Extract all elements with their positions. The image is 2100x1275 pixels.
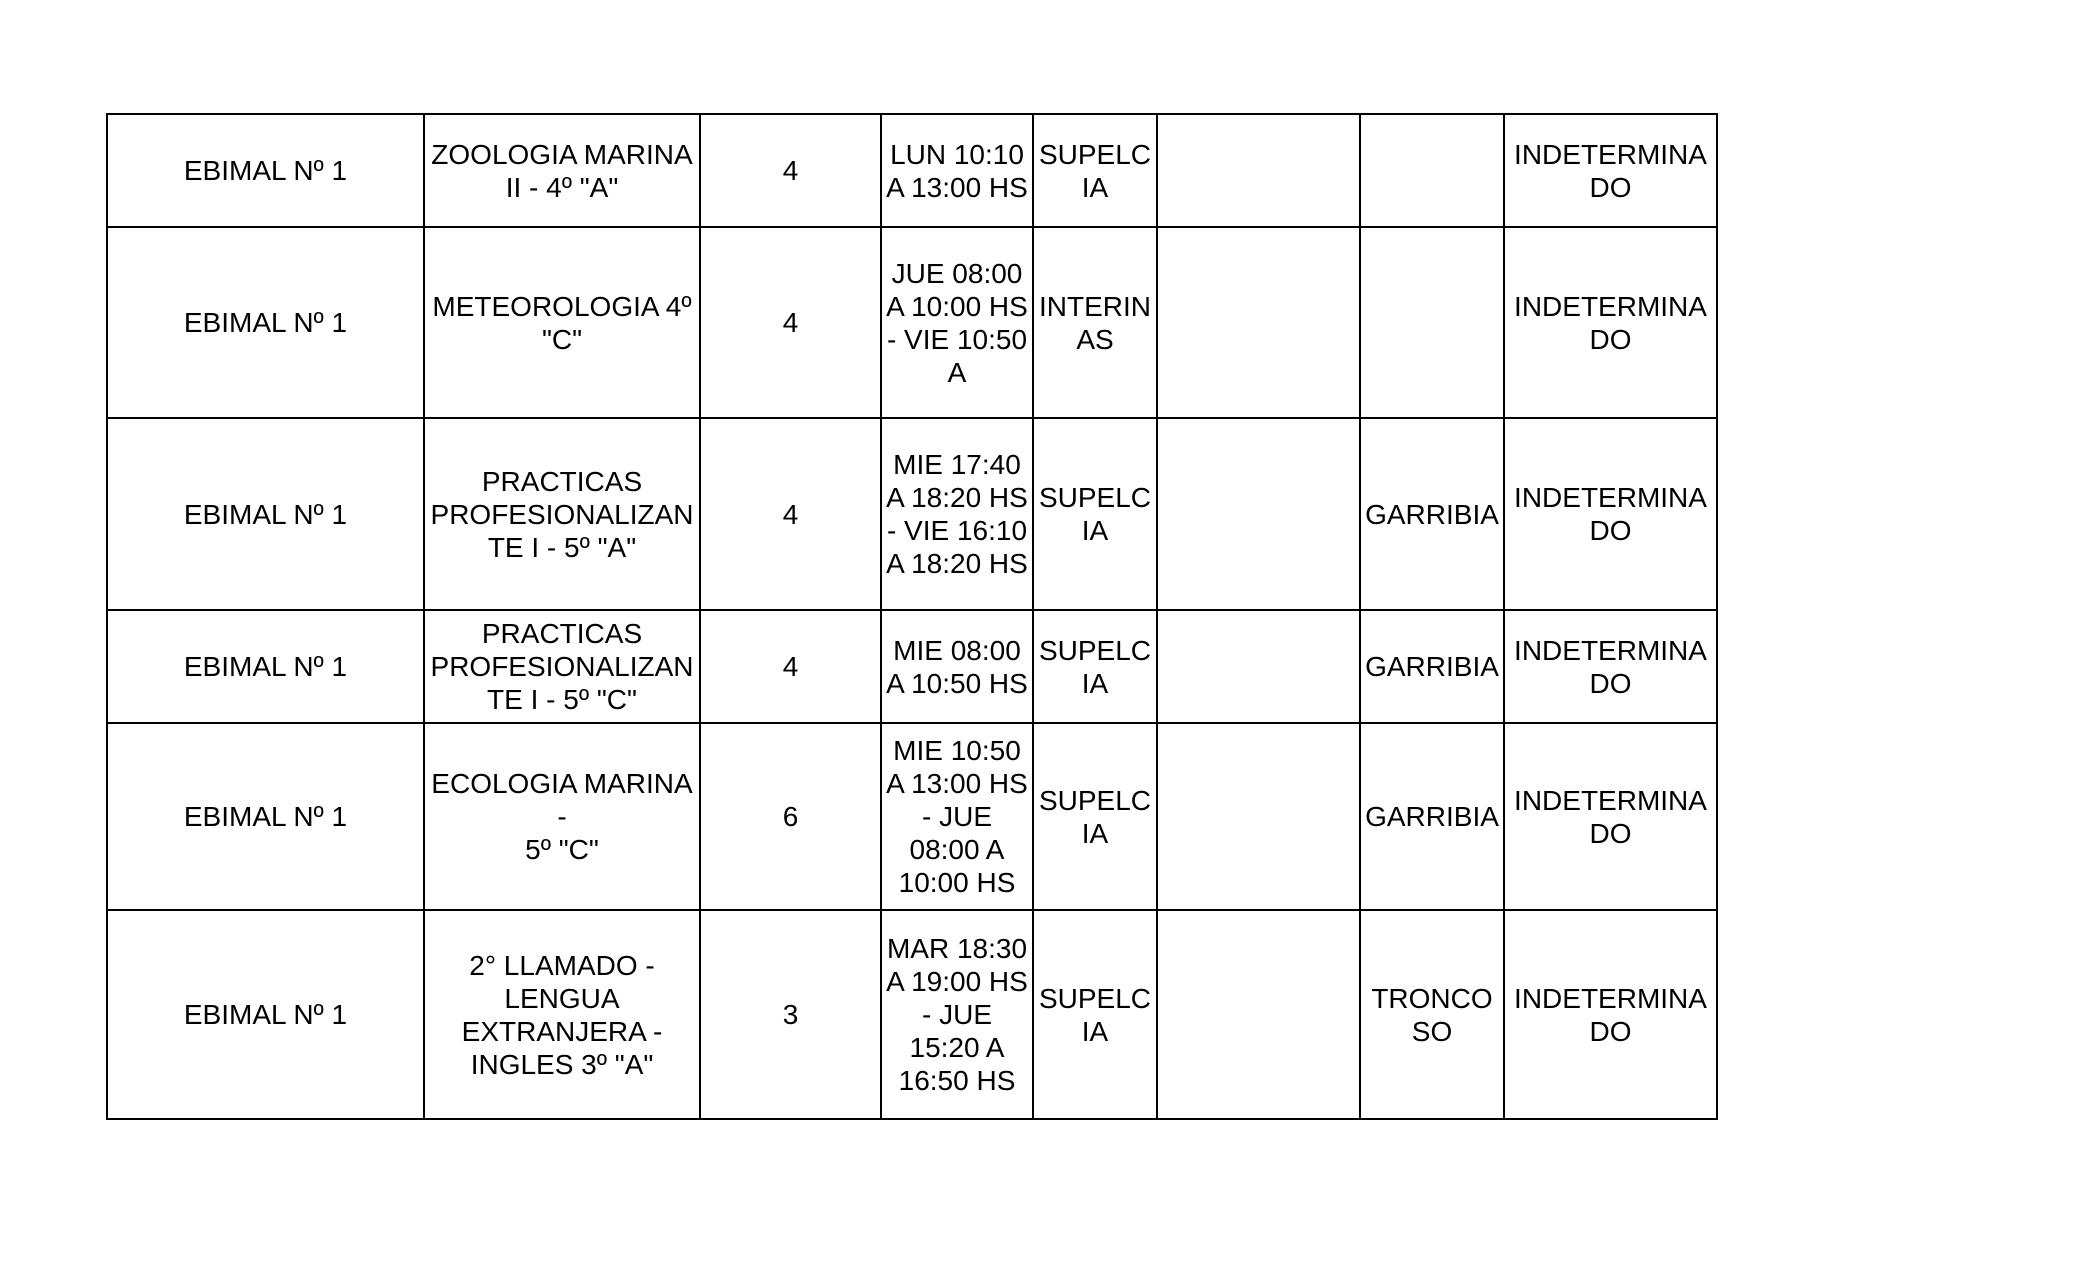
schedule-cell: MIE 10:50 A 13:00 HS - JUE 08:00 A 10:00 HS [881, 723, 1033, 910]
school-cell: EBIMAL Nº 1 [107, 723, 424, 910]
table-row [107, 418, 1717, 610]
hours-cell: 4 [700, 114, 881, 227]
hours-cell: 4 [700, 227, 881, 418]
term-cell: INDETERMINA DO [1504, 723, 1717, 910]
subject-cell: 2° LLAMADO - LENGUA EXTRANJERA - INGLES 3º "A" [424, 910, 700, 1119]
teacher-cell: GARRIBIA [1360, 723, 1504, 910]
table-row [107, 227, 1717, 418]
term-cell: INDETERMINA DO [1504, 114, 1717, 227]
subject-cell: PRACTICAS PROFESIONALIZAN TE I - 5º "C" [424, 610, 700, 723]
hours-cell: 6 [700, 723, 881, 910]
schedule-cell: MIE 17:40 A 18:20 HS - VIE 16:10 A 18:20 HS [881, 418, 1033, 610]
status-cell: INTERIN AS [1033, 227, 1157, 418]
status-cell: SUPELC IA [1033, 910, 1157, 1119]
table-row [107, 910, 1717, 1119]
schedule-cell: MIE 08:00 A 10:50 HS [881, 610, 1033, 723]
schedule-cell: JUE 08:00 A 10:00 HS - VIE 10:50 A [881, 227, 1033, 418]
term-cell: INDETERMINA DO [1504, 418, 1717, 610]
empty-cell [1157, 114, 1360, 227]
subject-cell: PRACTICAS PROFESIONALIZAN TE I - 5º "A" [424, 418, 700, 610]
table-row [107, 114, 1717, 227]
teacher-cell: GARRIBIA [1360, 418, 1504, 610]
subject-cell: METEOROLOGIA 4º "C" [424, 227, 700, 418]
school-cell: EBIMAL Nº 1 [107, 114, 424, 227]
hours-cell: 4 [700, 418, 881, 610]
table-row [107, 610, 1717, 723]
teacher-cell [1360, 114, 1504, 227]
subject-cell: ZOOLOGIA MARINA II - 4º "A" [424, 114, 700, 227]
assignments-table [106, 113, 1718, 1120]
empty-cell [1157, 910, 1360, 1119]
empty-cell [1157, 227, 1360, 418]
hours-cell: 4 [700, 610, 881, 723]
schedule-cell: LUN 10:10 A 13:00 HS [881, 114, 1033, 227]
term-cell: INDETERMINA DO [1504, 227, 1717, 418]
table-row [107, 723, 1717, 910]
hours-cell: 3 [700, 910, 881, 1119]
term-cell: INDETERMINA DO [1504, 910, 1717, 1119]
status-cell: SUPELC IA [1033, 723, 1157, 910]
empty-cell [1157, 723, 1360, 910]
school-cell: EBIMAL Nº 1 [107, 910, 424, 1119]
teacher-cell [1360, 227, 1504, 418]
school-cell: EBIMAL Nº 1 [107, 418, 424, 610]
term-cell: INDETERMINA DO [1504, 610, 1717, 723]
status-cell: SUPELC IA [1033, 610, 1157, 723]
teacher-cell: TRONCO SO [1360, 910, 1504, 1119]
status-cell: SUPELC IA [1033, 114, 1157, 227]
status-cell: SUPELC IA [1033, 418, 1157, 610]
teacher-cell: GARRIBIA [1360, 610, 1504, 723]
subject-cell: ECOLOGIA MARINA - 5º "C" [424, 723, 700, 910]
school-cell: EBIMAL Nº 1 [107, 227, 424, 418]
school-cell: EBIMAL Nº 1 [107, 610, 424, 723]
schedule-cell: MAR 18:30 A 19:00 HS - JUE 15:20 A 16:50 HS [881, 910, 1033, 1119]
empty-cell [1157, 418, 1360, 610]
empty-cell [1157, 610, 1360, 723]
